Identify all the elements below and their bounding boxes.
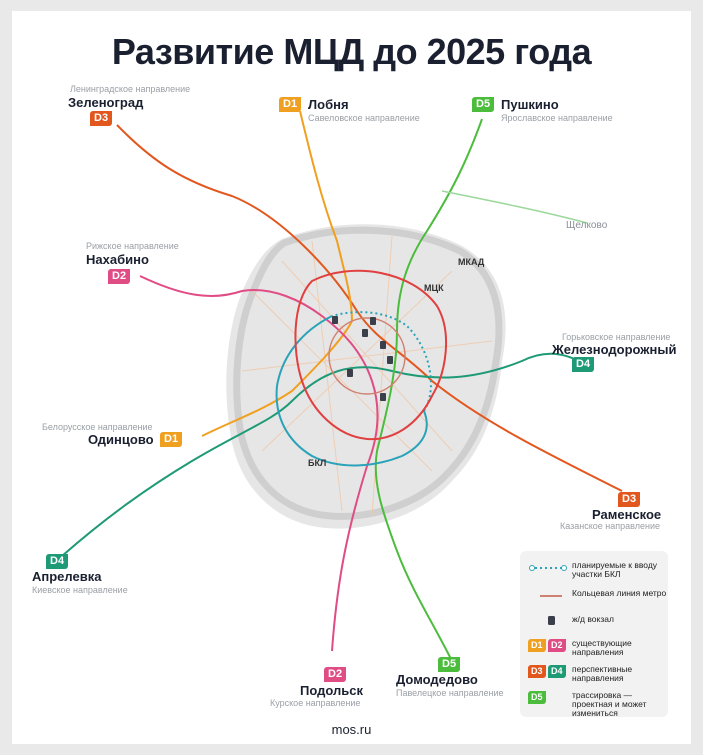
dir-nakhabino: Рижское направление	[86, 241, 179, 251]
tag-d1-lobnya: D1	[279, 97, 301, 112]
map-card	[12, 11, 691, 744]
dir-pushkino: Ярославское направление	[501, 113, 613, 123]
terminal-zelenograd: Зеленоград	[68, 95, 144, 110]
legend-project-text: трассировка — проектная и может измениться	[572, 690, 647, 718]
tag-d2-podolsk: D2	[324, 667, 346, 682]
label-bkl: БКЛ	[308, 458, 327, 468]
legend-bkl-text: планируемые к вводу участки БКЛ	[572, 560, 658, 579]
tag-d1-odintsovo: D1	[160, 432, 182, 447]
dir-domodedovo: Павелецкое направление	[396, 688, 504, 698]
terminal-zheleznodorozhny: Железнодорожный	[552, 342, 677, 357]
terminal-lobnya: Лобня	[308, 97, 349, 112]
train-icon	[528, 615, 568, 627]
label-mkad: МКАД	[458, 257, 485, 267]
label-mck: МЦК	[424, 283, 444, 293]
terminal-podolsk: Подольск	[300, 683, 363, 698]
dir-podolsk: Курское направление	[270, 698, 361, 708]
dir-lobnya: Савеловское направление	[308, 113, 420, 123]
terminal-domodedovo: Домодедово	[396, 672, 478, 687]
legend: планируемые к вводу участки БКЛ Кольцевая линия метро ж/д вокзал D1 D2 существующие направления D3 D4 перспективные направления D5 трассировка — проектная и может измениться	[520, 551, 668, 717]
legend-rail-text: ж/д вокзал	[572, 614, 614, 624]
dir-odintsovo: Белорусское направление	[42, 422, 153, 432]
tag-d2-nakhabino: D2	[108, 269, 130, 284]
tag-d4-zheleznodorozhny: D4	[572, 357, 594, 372]
page-title: Развитие МЦД до 2025 года	[111, 31, 592, 72]
terminal-aprelevka: Апрелевка	[32, 569, 102, 584]
terminal-ramenskoe: Раменское	[592, 507, 662, 522]
shchelkovo-branch	[442, 191, 587, 223]
legend-planned-text: перспективные направления	[572, 664, 633, 683]
dir-zheleznodorozhny: Горьковское направление	[562, 332, 671, 342]
legend-existing-text: существующие направления	[572, 638, 632, 657]
tag-d5-pushkino: D5	[472, 97, 494, 112]
bkl-planned-icon	[528, 563, 568, 573]
tag-d3-zelenograd: D3	[90, 111, 112, 126]
terminal-odintsovo: Одинцово	[88, 432, 154, 447]
dir-zelenograd: Ленинградское направление	[70, 84, 191, 94]
legend-metro-ring-text: Кольцевая линия метро	[572, 588, 667, 598]
dir-aprelevka: Киевское направление	[32, 585, 128, 595]
metro-ring-icon	[528, 591, 568, 601]
footer-mosru[interactable]: mos.ru	[331, 722, 372, 737]
terminal-nakhabino: Нахабино	[86, 252, 149, 267]
terminal-pushkino: Пушкино	[501, 97, 559, 112]
tag-d5-domodedovo: D5	[438, 657, 460, 672]
dir-ramenskoe: Казанское направление	[560, 521, 660, 531]
tag-d3-ramenskoe: D3	[618, 492, 640, 507]
tag-d4-aprelevka: D4	[46, 554, 68, 569]
label-shchelkovo: Щелково	[566, 220, 608, 231]
